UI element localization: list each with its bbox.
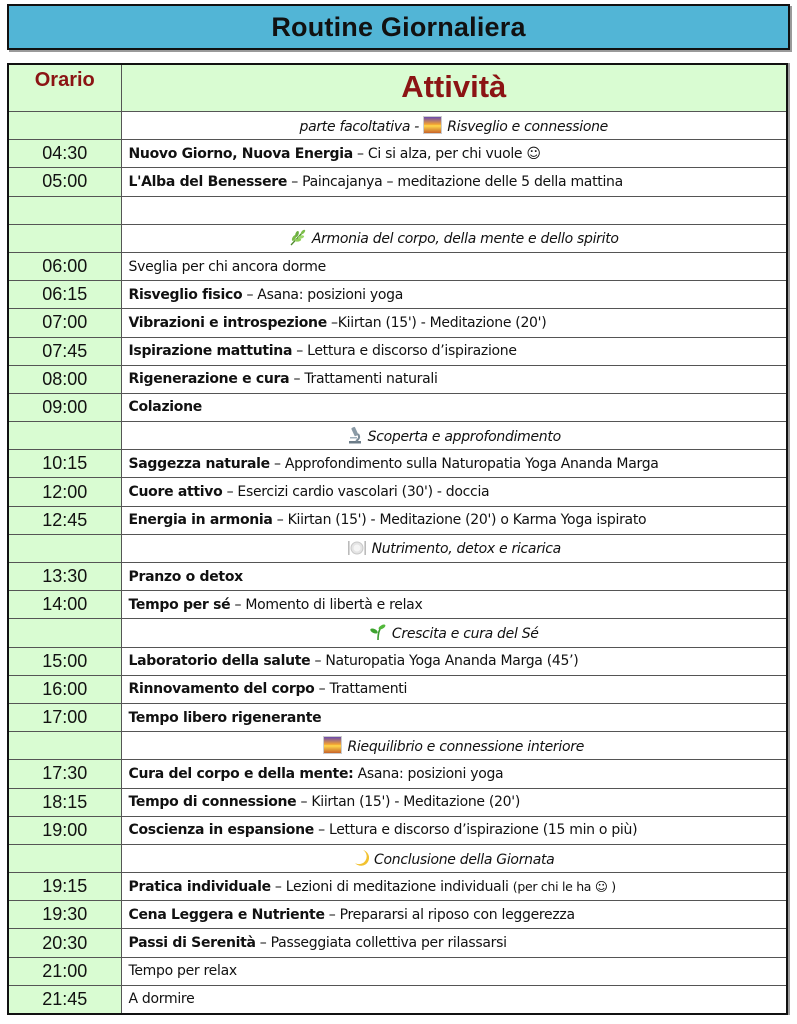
schedule-row	[8, 647, 787, 675]
time-cell-empty	[8, 732, 121, 760]
activity-title: Cena Leggera e Nutriente	[128, 906, 325, 923]
activity-title: Saggezza naturale	[128, 455, 270, 472]
schedule-row	[8, 788, 787, 816]
microscope-icon	[347, 426, 363, 444]
section-row	[8, 619, 787, 647]
activity-title: Rinnovamento del corpo	[128, 681, 315, 698]
activity-description: Sveglia per chi ancora dorme	[128, 258, 326, 275]
activity-cell	[121, 929, 787, 957]
activity-description: – Trattamenti naturali	[289, 371, 438, 388]
sunrise-icon	[323, 736, 342, 754]
schedule-row	[8, 873, 787, 901]
activity-title: Passi di Serenità	[128, 935, 256, 952]
activity-title: Pratica individuale	[128, 878, 271, 895]
section-label: Armonia del corpo, della mente e dello spirito	[311, 231, 619, 248]
table-header-row	[8, 64, 787, 112]
time-cell: 18:15	[8, 788, 121, 816]
time-cell: 20:30	[8, 929, 121, 957]
activity-cell	[121, 450, 787, 478]
section-title-cell	[121, 112, 787, 140]
schedule-row	[8, 901, 787, 929]
activity-cell	[121, 281, 787, 309]
time-cell: 07:00	[8, 309, 121, 337]
section-prefix: parte facoltativa -	[299, 119, 424, 136]
section-title-cell	[121, 732, 787, 760]
schedule-row	[8, 309, 787, 337]
smiley-icon: ☺	[526, 145, 541, 162]
section-title-cell	[121, 422, 787, 450]
activity-title: Pranzo o detox	[128, 568, 243, 585]
activity-description: – Esercizi cardio vascolari (30') - doccia	[222, 484, 490, 501]
activity-cell	[121, 985, 787, 1014]
column-header-activity: Attività	[121, 64, 787, 112]
empty-row	[8, 196, 787, 224]
activity-cell	[121, 140, 787, 168]
time-cell: 08:00	[8, 365, 121, 393]
activity-description: –Kiirtan (15') - Meditazione (20')	[326, 314, 547, 331]
schedule-row	[8, 450, 787, 478]
section-label: Conclusione della Giornata	[374, 851, 555, 868]
activity-cell	[121, 647, 787, 675]
moon-icon	[353, 849, 369, 867]
activity-description: – Prepararsi al riposo con leggerezza	[324, 906, 575, 923]
schedule-row	[8, 816, 787, 844]
section-title-cell	[121, 619, 787, 647]
activity-cell	[121, 760, 787, 788]
section-row	[8, 224, 787, 252]
section-title-cell	[121, 534, 787, 562]
activity-cell	[121, 703, 787, 731]
time-cell: 14:00	[8, 591, 121, 619]
schedule-body	[8, 112, 787, 1015]
activity-title: Tempo per sé	[128, 596, 231, 613]
sunrise-icon	[423, 116, 442, 134]
time-cell: 19:15	[8, 873, 121, 901]
schedule-row	[8, 929, 787, 957]
schedule-row	[8, 478, 787, 506]
activity-description: – Lettura e discorso d’ispirazione (15 min o più)	[313, 822, 638, 839]
activity-cell	[121, 675, 787, 703]
schedule-row	[8, 337, 787, 365]
section-row	[8, 422, 787, 450]
activity-title: Nuovo Giorno, Nuova Energia	[128, 145, 353, 162]
section-title-cell	[121, 224, 787, 252]
activity-title: Rigenerazione e cura	[128, 371, 290, 388]
schedule-row	[8, 985, 787, 1014]
schedule-row	[8, 252, 787, 280]
activity-cell	[121, 873, 787, 901]
time-cell: 21:45	[8, 985, 121, 1014]
time-cell: 12:45	[8, 506, 121, 534]
time-cell: 15:00	[8, 647, 121, 675]
activity-cell	[121, 337, 787, 365]
activity-cell	[121, 901, 787, 929]
activity-note: (per chi le ha ☺ )	[512, 878, 616, 894]
time-cell-empty	[8, 534, 121, 562]
activity-cell	[121, 563, 787, 591]
activity-description: Tempo per relax	[128, 963, 237, 980]
activity-description: – Trattamenti	[314, 681, 408, 698]
schedule-row	[8, 591, 787, 619]
activity-description: – Lettura e discorso d’ispirazione	[292, 343, 517, 360]
time-cell: 04:30	[8, 140, 121, 168]
time-cell-empty	[8, 844, 121, 872]
schedule-row	[8, 506, 787, 534]
activity-cell	[121, 252, 787, 280]
activity-title: Energia in armonia	[128, 512, 273, 529]
activity-title: Vibrazioni e introspezione	[128, 314, 327, 331]
activity-cell	[121, 788, 787, 816]
section-row	[8, 732, 787, 760]
activity-title: Laboratorio della salute	[128, 653, 311, 670]
time-cell: 06:15	[8, 281, 121, 309]
time-cell: 07:45	[8, 337, 121, 365]
section-row	[8, 534, 787, 562]
schedule-row	[8, 675, 787, 703]
section-label: Nutrimento, detox e ricarica	[371, 540, 561, 557]
schedule-row	[8, 281, 787, 309]
activity-cell	[121, 365, 787, 393]
section-label: Riequilibrio e connessione interiore	[347, 739, 585, 756]
time-cell: 05:00	[8, 168, 121, 196]
section-label: Risveglio e connessione	[447, 119, 608, 136]
time-cell: 19:00	[8, 816, 121, 844]
activity-cell	[121, 393, 787, 421]
activity-title: Tempo libero rigenerante	[128, 709, 322, 726]
page-title: Routine Giornaliera	[271, 11, 526, 42]
time-cell: 17:30	[8, 760, 121, 788]
schedule-row	[8, 168, 787, 196]
activity-cell	[121, 591, 787, 619]
schedule-row	[8, 563, 787, 591]
time-cell-empty	[8, 619, 121, 647]
sprout-icon	[369, 623, 387, 641]
schedule-row	[8, 957, 787, 985]
activity-description: – Kiirtan (15') - Meditazione (20')	[296, 794, 520, 811]
activity-description: Asana: posizioni yoga	[353, 765, 504, 782]
section-label: Scoperta e approfondimento	[367, 429, 561, 446]
time-cell: 21:00	[8, 957, 121, 985]
activity-description: – Kiirtan (15') - Meditazione (20') o Karma Yoga ispirato	[272, 512, 647, 529]
time-cell: 12:00	[8, 478, 121, 506]
activity-cell	[121, 478, 787, 506]
activity-description: – Paincajanya – meditazione delle 5 della mattina	[287, 173, 623, 190]
activity-title: Tempo di connessione	[128, 794, 297, 811]
activity-title: L'Alba del Benessere	[128, 173, 288, 190]
column-header-time: Orario	[8, 64, 121, 112]
time-cell: 10:15	[8, 450, 121, 478]
schedule-row	[8, 760, 787, 788]
time-cell: 16:00	[8, 675, 121, 703]
activity-cell	[121, 168, 787, 196]
schedule-table	[7, 63, 788, 1015]
section-row	[8, 844, 787, 872]
activity-title: Risveglio fisico	[128, 286, 243, 303]
title-banner	[7, 4, 790, 50]
activity-description: – Momento di libertà e relax	[230, 596, 423, 613]
time-cell: 19:30	[8, 901, 121, 929]
activity-description: – Ci si alza, per chi vuole	[352, 145, 527, 162]
activity-title: Coscienza in espansione	[128, 822, 314, 839]
time-cell: 13:30	[8, 563, 121, 591]
activity-description: – Approfondimento sulla Naturopatia Yoga Ananda Marga	[269, 455, 659, 472]
activity-cell	[121, 506, 787, 534]
schedule-row	[8, 393, 787, 421]
activity-cell-empty	[121, 196, 787, 224]
schedule-row	[8, 365, 787, 393]
leaf-icon	[289, 229, 307, 246]
time-cell: 17:00	[8, 703, 121, 731]
schedule-row	[8, 703, 787, 731]
section-row	[8, 112, 787, 140]
activity-description: – Asana: posizioni yoga	[242, 286, 404, 303]
activity-description: – Naturopatia Yoga Ananda Marga (45’)	[310, 653, 579, 670]
time-cell-empty	[8, 196, 121, 224]
time-cell: 06:00	[8, 252, 121, 280]
activity-description: – Passeggiata collettiva per rilassarsi	[255, 935, 507, 952]
time-cell-empty	[8, 422, 121, 450]
activity-cell	[121, 957, 787, 985]
time-cell-empty	[8, 224, 121, 252]
activity-title: Ispirazione mattutina	[128, 343, 293, 360]
time-cell-empty	[8, 112, 121, 140]
activity-title: Colazione	[128, 399, 202, 416]
activity-cell	[121, 309, 787, 337]
activity-title: Cura del corpo e della mente:	[128, 765, 354, 782]
activity-description: – Lezioni di meditazione individuali	[270, 878, 513, 895]
schedule-row	[8, 140, 787, 168]
activity-description: A dormire	[128, 991, 195, 1008]
activity-cell	[121, 816, 787, 844]
time-cell: 09:00	[8, 393, 121, 421]
plate-icon	[347, 540, 367, 556]
activity-title: Cuore attivo	[128, 484, 223, 501]
section-label: Crescita e cura del Sé	[391, 626, 539, 643]
section-title-cell	[121, 844, 787, 872]
